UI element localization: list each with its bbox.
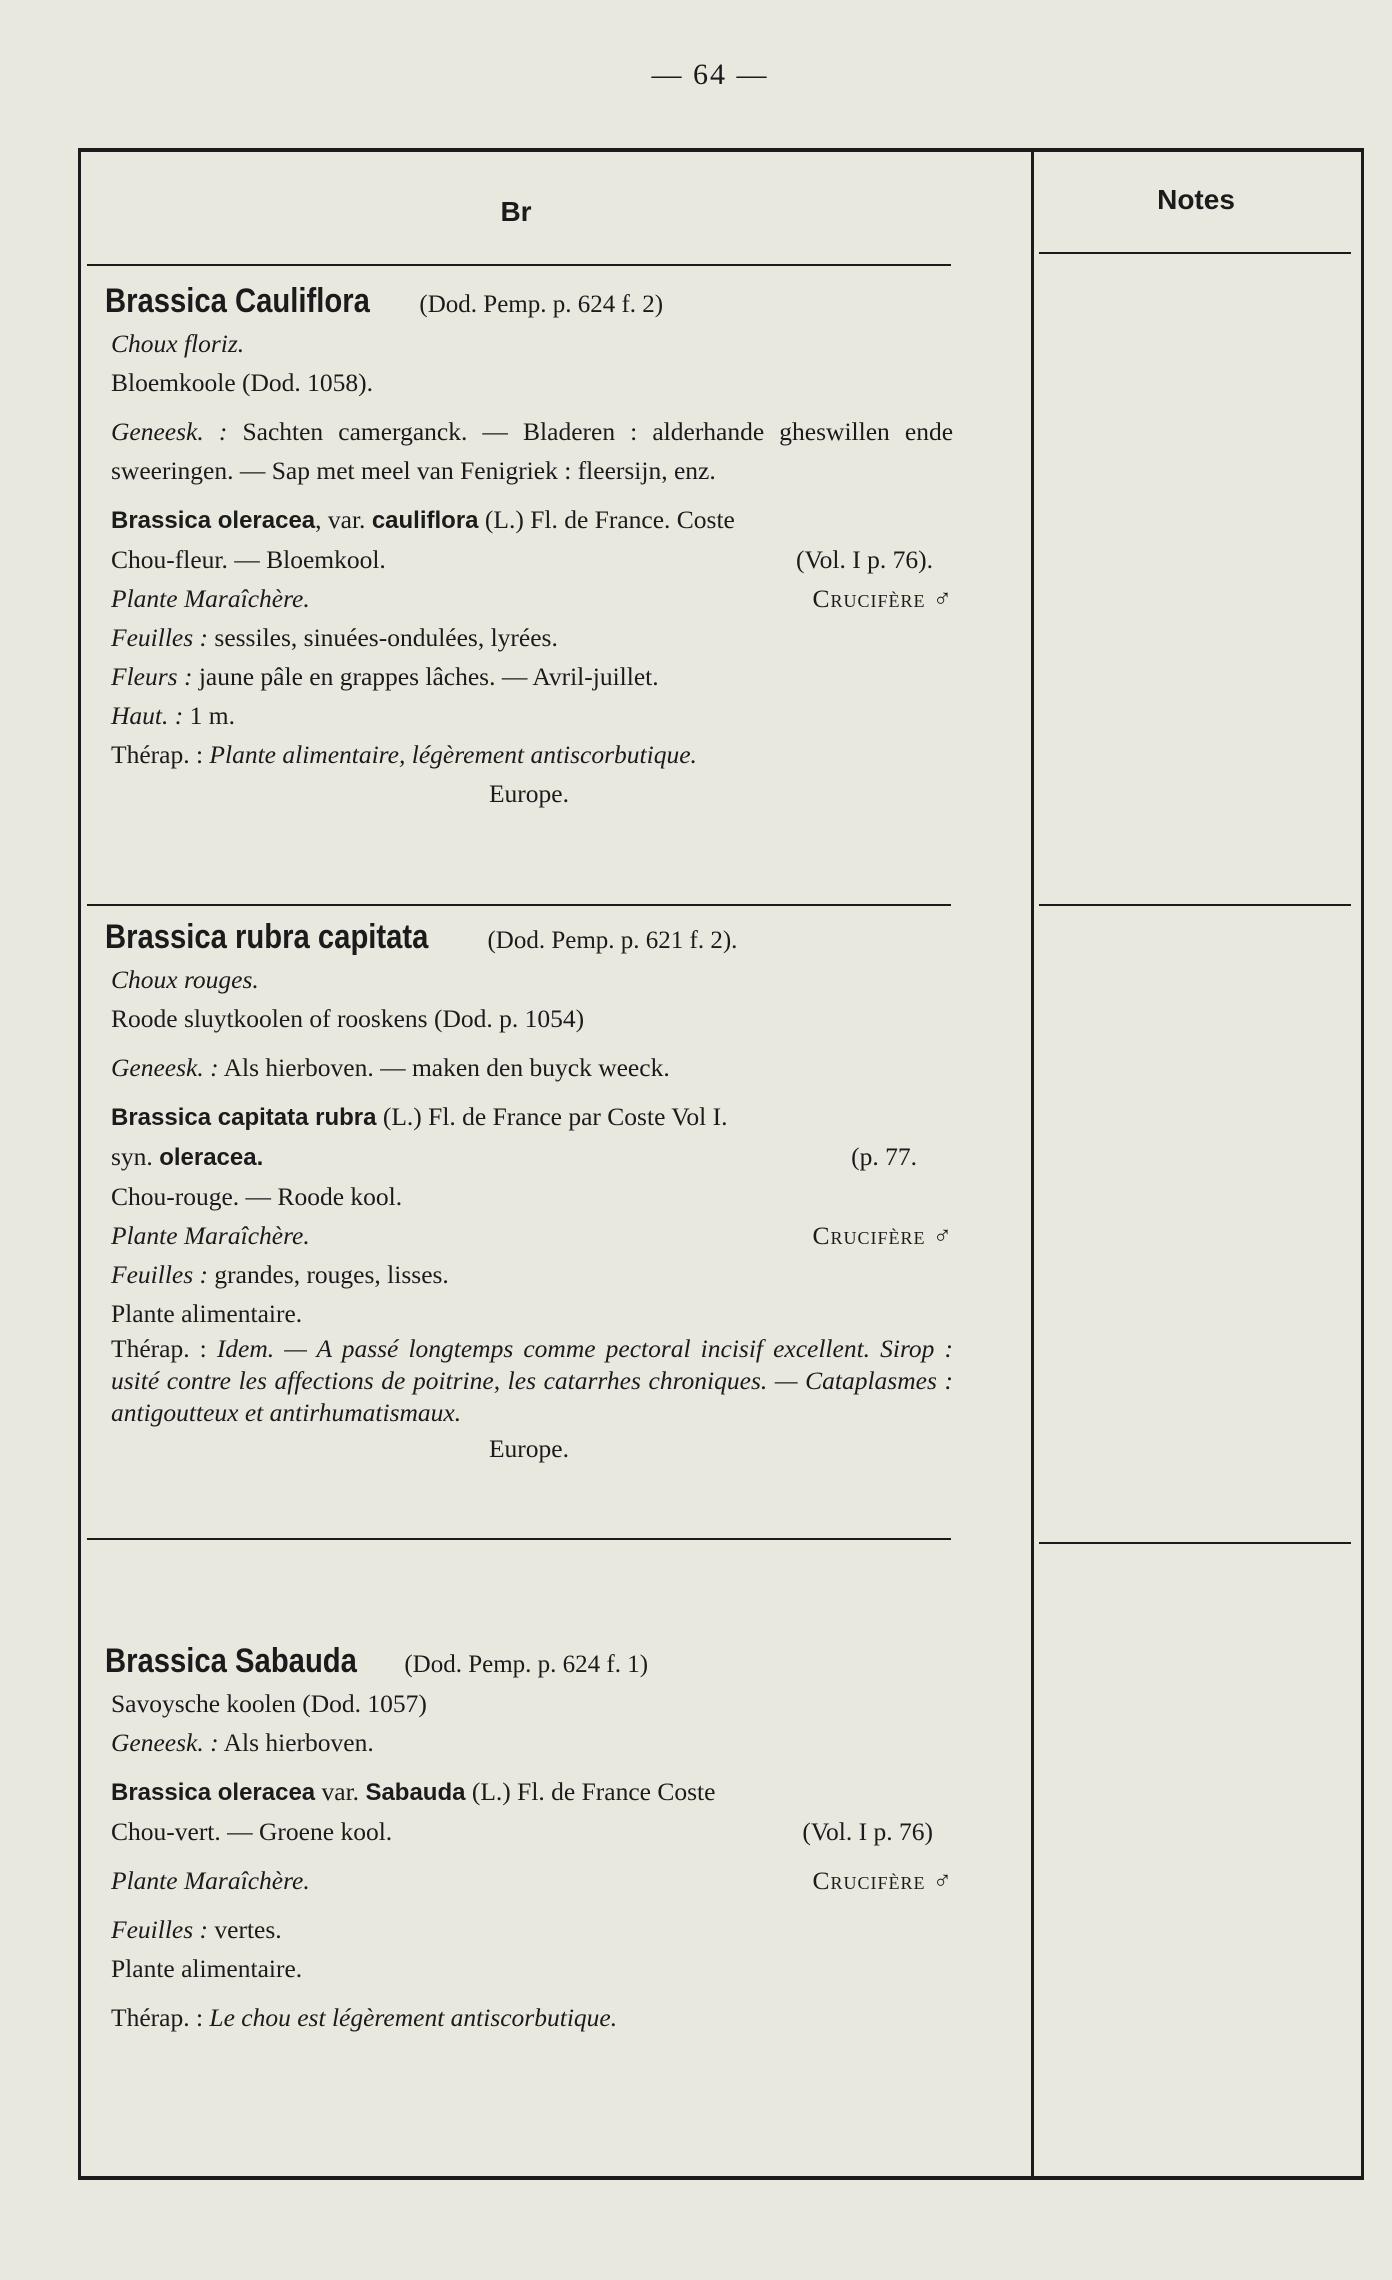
synonym-line: Brassica oleracea var. Sabauda (L.) Fl. de France Coste xyxy=(111,1777,716,1806)
header-rule-left xyxy=(87,264,951,266)
synonym-line: Brassica oleracea, var. cauliflora (L.) Fl. de France. Coste xyxy=(111,505,735,534)
entry-title: Brassica Cauliflora xyxy=(105,282,370,320)
classification-row: Plante Maraîchère. Crucifère ♂ xyxy=(111,584,953,613)
feuilles-line: Feuilles : sessiles, sinuées-ondulées, lyrées. xyxy=(111,623,558,652)
table-frame xyxy=(78,148,1364,2180)
use-line: Plante alimentaire. xyxy=(111,1954,303,1983)
geneesk-paragraph: Geneesk. : Sachten camerganck. — Bladeren : alderhande gheswillen ende sweeringen. — Sap met meel van Fenigriek : fleersijn, enz. xyxy=(111,417,954,485)
header-rule-right xyxy=(1039,252,1351,254)
entry-sabauda xyxy=(105,1642,953,2037)
common-name-row: Chou-vert. — Groene kool. (Vol. I p. 76) xyxy=(111,1817,933,1846)
classification-row: Plante Maraîchère. Crucifère ♂ xyxy=(111,1221,953,1250)
entry-ref: (Dod. Pemp. p. 621 f. 2). xyxy=(487,927,738,954)
entry-ref: (Dod. Pemp. p. 624 f. 1) xyxy=(404,1651,649,1678)
entry-title: Brassica Sabauda xyxy=(105,1642,357,1680)
dutch-name: Bloemkoole (Dod. 1058). xyxy=(111,368,374,397)
classification-row: Plante Maraîchère. Crucifère ♂ xyxy=(111,1866,953,1895)
synonym-row-2: syn. oleracea. (p. 77. xyxy=(111,1142,917,1171)
page-number: — 64 — xyxy=(651,58,769,91)
synonym-line: Brassica capitata rubra (L.) Fl. de France par Coste Vol I. xyxy=(111,1102,728,1131)
haut-line: Haut. : 1 m. xyxy=(111,701,235,730)
entry-ref: (Dod. Pemp. p. 624 f. 2) xyxy=(419,291,664,318)
column-divider xyxy=(1031,152,1034,2176)
use-line: Plante alimentaire. xyxy=(111,1299,303,1328)
geneesk-line: Geneesk. : Als hierboven. — maken den buyck weeck. xyxy=(111,1053,670,1082)
entry-cauliflora xyxy=(105,282,953,813)
entry-rubra-capitata xyxy=(105,918,953,1468)
feuilles-line: Feuilles : vertes. xyxy=(111,1915,282,1944)
entry-rule-1-right xyxy=(1039,904,1351,906)
dutch-name: Roode sluytkoolen of rooskens (Dod. p. 1054) xyxy=(111,1004,585,1033)
entry-title: Brassica rubra capitata xyxy=(105,918,429,956)
common-name-row: Chou-fleur. — Bloemkool. (Vol. I p. 76). xyxy=(111,545,933,574)
dutch-name: Savoysche koolen (Dod. 1057) xyxy=(111,1689,427,1718)
therap-paragraph: Thérap. : Idem. — A passé longtemps comme pectoral incisif excellent. Sirop : usité contre les affections de poitrine, les catarrhes chroniques. — Cataplasmes : antigoutteux et antirhumatismaux. xyxy=(111,1334,953,1427)
therap-line: Thérap. : Le chou est légèrement antiscorbutique. xyxy=(111,2003,618,2032)
region: Europe. xyxy=(488,1434,569,1463)
french-name: Choux rouges. xyxy=(111,965,259,994)
therap-paragraph: Thérap. : Plante alimentaire, légèrement antiscorbutique. xyxy=(111,740,697,769)
header-br: Br xyxy=(500,196,532,227)
french-name: Choux floriz. xyxy=(111,329,245,358)
fleurs-line: Fleurs : jaune pâle en grappes lâches. — Avril-juillet. xyxy=(111,662,659,691)
entry-rule-2-left xyxy=(87,1538,951,1540)
feuilles-line: Feuilles : grandes, rouges, lisses. xyxy=(111,1260,449,1289)
entry-rule-1-left xyxy=(87,904,951,906)
geneesk-line: Geneesk. : Als hierboven. xyxy=(111,1728,374,1757)
header-notes: Notes xyxy=(1157,184,1235,215)
common-name: Chou-rouge. — Roode kool. xyxy=(111,1182,403,1211)
entry-rule-2-right xyxy=(1039,1542,1351,1544)
region: Europe. xyxy=(488,779,569,808)
